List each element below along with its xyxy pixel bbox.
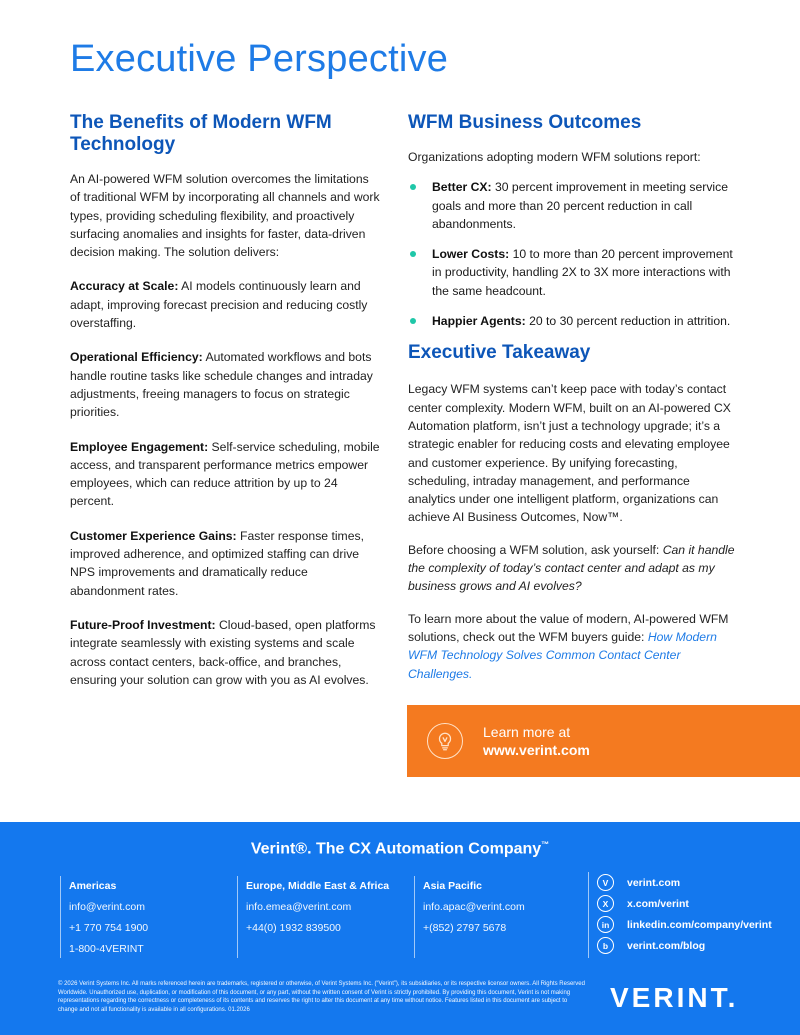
legal-disclaimer: © 2026 Verint Systems Inc. All marks referenced herein are trademarks, registered or otherwise, of Verint Systems Inc. (“Verint”), its subsidiaries, or its respective licensor owners. All Rights Reserved Worldwide. Unauthorized use, duplication, or modification of this document, or any part, without the written consent of Verint is strictly prohibited. By providing this document, Verint is not making representations regarding the correctness or completeness of its contents and reserves the right to alter this document at any time without notice. Features listed in this document are subject to change and not all functionality is available in all configurations. 01.2026 [58, 981, 585, 1013]
social-verint[interactable]: V verint.com [597, 872, 788, 893]
outcomes-heading: WFM Business Outcomes [408, 112, 642, 133]
benefit-accuracy: Accuracy at Scale: AI models continuously learn and adapt, improving forecast precision and reducing costly overstaffing. [70, 279, 368, 331]
outcome-lower-costs: Lower Costs: 10 to more than 20 percent improvement in productivity, handling 2X to 3X more interactions with the same headcount. [408, 245, 738, 300]
verint-url-link[interactable]: www.verint.com [483, 742, 590, 758]
email-link[interactable]: info.emea@verint.com [246, 901, 352, 913]
page-title: Executive Perspective [70, 38, 449, 80]
takeaway-heading: Executive Takeaway [408, 342, 591, 364]
blog-icon: b [597, 937, 614, 954]
region-emea: Europe, Middle East & Africa info.emea@verint.com +44(0) 1932 839500 [237, 876, 407, 958]
learn-more-banner[interactable] [407, 705, 800, 777]
email-link[interactable]: info.apac@verint.com [423, 901, 525, 913]
benefit-efficiency: Operational Efficiency: Automated workflows and bots handle routine tasks like schedule changes and intraday adjustments, freeing managers to focus on strategic priorities. [70, 350, 373, 420]
verint-logo: VERINT. [610, 982, 739, 1013]
phone-number: +1 770 754 1900 [69, 922, 149, 934]
takeaway-learn-more: To learn more about the value of modern, AI-powered WFM solutions, check out the WFM buyers guide: How Modern WFM Technology Solves Common Contact Center Challenges. [408, 611, 729, 681]
benefits-column [70, 112, 382, 689]
buyers-guide-link[interactable]: How Modern WFM Technology Solves Common Contact Center Challenges. [408, 629, 717, 681]
learn-more-text: Learn more at www.verint.com [483, 724, 590, 758]
benefits-heading: The Benefits of Modern WFM Technology [70, 112, 332, 155]
phone-number: +44(0) 1932 839500 [246, 922, 341, 934]
social-linkedin[interactable]: in linkedin.com/company/verint [597, 914, 788, 935]
region-apac: Asia Pacific info.apac@verint.com +(852) 2797 5678 [414, 876, 584, 958]
bullet-icon [410, 251, 416, 257]
outcome-happier-agents: Happier Agents: 20 to 30 percent reduction in attrition. [408, 312, 738, 330]
footer [0, 822, 800, 1035]
x-icon: X [597, 895, 614, 912]
takeaway-paragraph: Legacy WFM systems can’t keep pace with today’s contact center complexity. Modern WFM, built on an AI-powered CX Automation platform, isn’t just a technology upgrade; it’s a strategic enabler for reducing costs and elevating employee and customer experience. By unifying forecasting, scheduling, intraday management, and performance analytics under one intelligent platform, organizations can achieve AI Business Outcomes, Now™. [408, 382, 731, 525]
phone-number: +(852) 2797 5678 [423, 922, 507, 934]
benefit-engagement: Employee Engagement: Self-service scheduling, mobile access, and transparent performance metrics empower employees, which can reduce attrition by up to 24 percent. [70, 439, 380, 509]
region-americas: Americas info@verint.com +1 770 754 1900 1-800-4VERINT [60, 876, 230, 958]
benefits-intro: An AI-powered WFM solution overcomes the limitations of traditional WFM by incorporating all channels and work types, providing scheduling flexibility, and proactively surfacing anomalies and insights for faster, data-driven decision making. The solution delivers: [70, 172, 380, 260]
benefit-future-proof: Future-Proof Investment: Cloud-based, open platforms integrate seamlessly with existing systems and scale across contact centers, back-office, and branches, ensuring your solution can grow with you as AI evolves. [70, 617, 376, 687]
outcome-better-cx: Better CX: 30 percent improvement in meeting service goals and more than 20 percent reduction in call abandonments. [408, 178, 738, 233]
footer-tagline: Verint®. The CX Automation Company™ [250, 840, 550, 858]
bullet-icon [410, 184, 416, 190]
phone-number: 1-800-4VERINT [69, 943, 144, 955]
benefit-cx-gains: Customer Experience Gains: Faster response times, improved adherence, and optimized staffing can drive NPS improvements and dramatically reduce abandonment rates. [70, 528, 364, 598]
takeaway-question: Before choosing a WFM solution, ask yourself: Can it handle the complexity of today’s contact center and adapt as my business grows and AI evolves? [408, 542, 735, 594]
linkedin-icon: in [597, 916, 614, 933]
email-link[interactable]: info@verint.com [69, 901, 146, 913]
bullet-icon [410, 318, 416, 324]
social-x[interactable]: X x.com/verint [597, 893, 788, 914]
outcomes-list [408, 178, 738, 330]
social-links [588, 872, 788, 958]
outcomes-intro: Organizations adopting modern WFM solutions report: [408, 150, 701, 164]
outcomes-column [408, 112, 738, 683]
verint-icon: V [597, 874, 614, 891]
social-blog[interactable]: b verint.com/blog [597, 935, 788, 956]
lightbulb-icon [427, 723, 463, 759]
